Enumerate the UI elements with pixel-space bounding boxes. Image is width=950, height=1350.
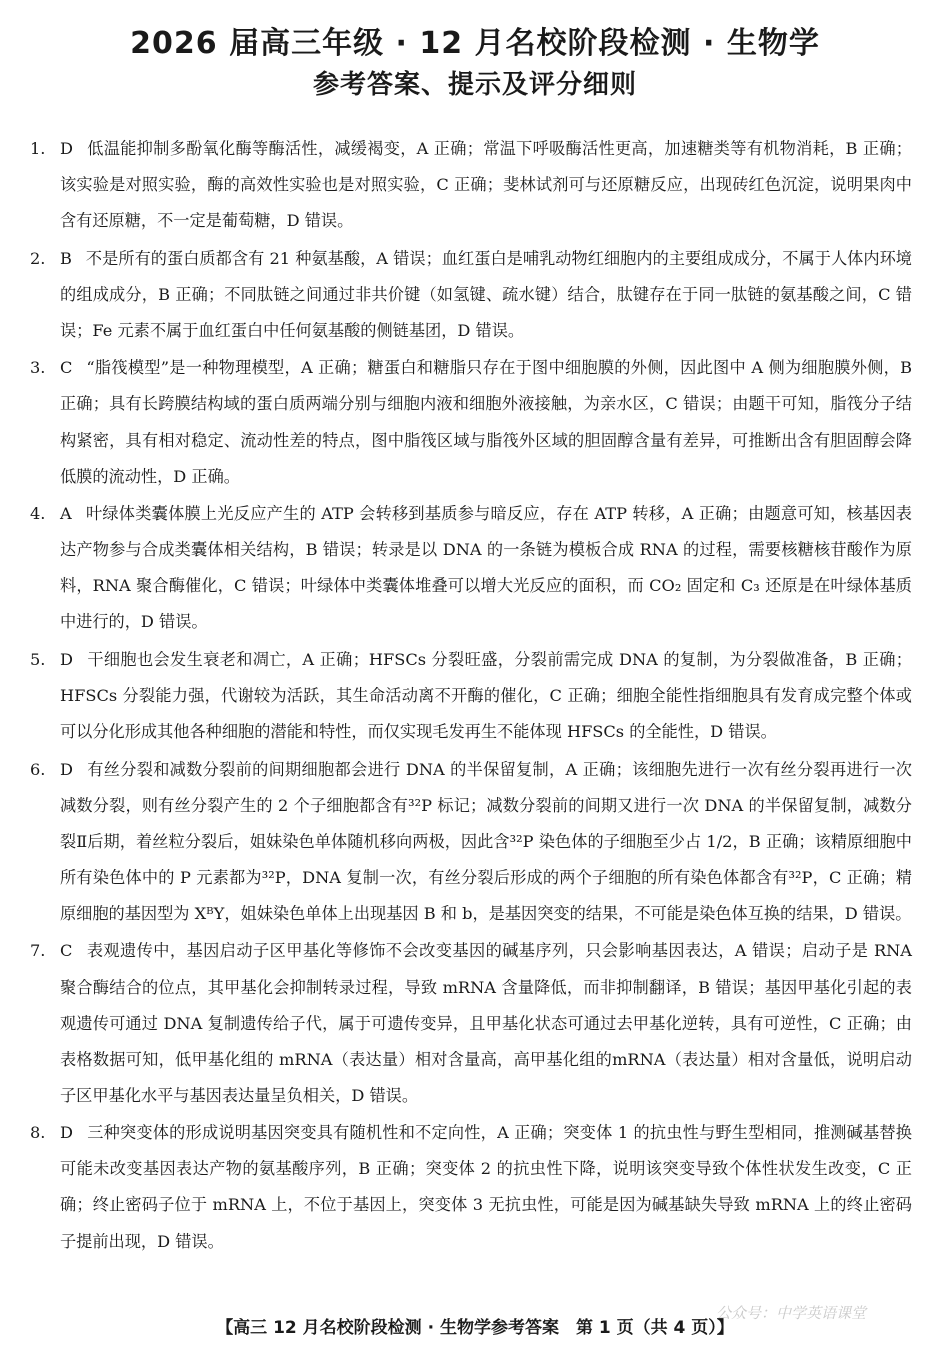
answer-item-7 (30, 933, 912, 1113)
item-answer: A (60, 504, 72, 524)
item-explanation: 叶绿体类囊体膜上光反应产生的 ATP 会转移到基质参与暗反应，存在 ATP 转移，A 正确；由题意可知，核基因表达产物参与合成类囊体相关结构，B 错误；转录是以 DNA 的一条链为模板合成 RNA 的过程，需要核糖核苷酸作为原料，RNA 聚合酶催化，C 错误；叶绿体中类囊体堆叠可以增大光反应的面积，而 CO₂ 固定和 C₃ 还原是在叶绿体基质中进行的，D 错误。 (60, 504, 912, 632)
answer-item-5 (30, 642, 912, 750)
item-explanation: 表观遗传中，基因启动子区甲基化等修饰不会改变基因的碱基序列，只会影响基因表达，A 错误；启动子是 RNA 聚合酶结合的位点，其甲基化会抑制转录过程，导致 mRNA 含量降低，而非抑制翻译，B 错误；基因甲基化引起的表观遗传可通过 DNA 复制遗传给子代，属于可遗传变异，且甲基化状态可通过去甲基化逆转，具有可逆性，C 正确；由表格数据可知，低甲基化组的 mRNA（表达量）相对含量高，高甲基化组的mRNA（表达量）相对含量低，说明启动子区甲基化水平与基因表达量呈负相关，D 错误。 (60, 941, 912, 1105)
item-answer: C (60, 941, 73, 961)
item-number: 6. (30, 759, 46, 779)
item-number: 2. (30, 248, 46, 268)
answer-item-6 (30, 752, 912, 932)
page-title: 2026 届高三年级 · 12 月名校阶段检测 · 生物学 (130, 26, 820, 61)
item-explanation: 不是所有的蛋白质都含有 21 种氨基酸，A 错误；血红蛋白是哺乳动物红细胞内的主要组成成分，不属于人体内环境的组成成分，B 正确；不同肽链之间通过非共价键（如氢键、疏水键）结合，肽键存在于同一肽链的氨基酸之间，C 错误；Fe 元素不属于血红蛋白中任何氨基酸的侧链基团，D 错误。 (60, 248, 912, 340)
item-explanation: “脂筏模型”是一种物理模型，A 正确；糖蛋白和糖脂只存在于图中细胞膜的外侧，因此图中 A 侧为细胞膜外侧，B 正确；具有长跨膜结构域的蛋白质两端分别与细胞内液和细胞外液接触，为亲水区，C 错误；由题干可知，脂筏分子结构紧密，具有相对稳定、流动性差的特点，图中脂筏区域与脂筏外区域的胆固醇含量有差异，可推断出含有胆固醇会降低膜的流动性，D 正确。 (60, 358, 912, 486)
item-explanation: 三种突变体的形成说明基因突变具有随机性和不定向性，A 正确；突变体 1 的抗虫性与野生型相同，推测碱基替换可能未改变基因表达产物的氨基酸序列，B 正确；突变体 2 的抗虫性下降，说明该突变导致个体性状发生改变，C 正确；终止密码子位于 mRNA 上，不位于基因上，突变体 3 无抗虫性，可能是因为碱基缺失导致 mRNA 上的终止密码子提前出现，D 错误。 (60, 1123, 912, 1251)
answer-item-4 (30, 496, 912, 640)
answer-item-2 (30, 241, 912, 349)
item-number: 5. (30, 649, 46, 669)
item-answer: C (60, 358, 73, 378)
item-number: 8. (30, 1123, 46, 1143)
item-answer: D (60, 759, 73, 779)
page-footer: 【高三 12 月名校阶段检测 · 生物学参考答案 第 1 页（共 4 页）】 (216, 1318, 734, 1338)
item-number: 3. (30, 358, 46, 378)
answer-item-1 (30, 131, 912, 239)
item-answer: D (60, 649, 73, 669)
item-number: 7. (30, 941, 46, 961)
item-number: 1. (30, 139, 46, 158)
item-explanation: 干细胞也会发生衰老和凋亡，A 正确；HFSCs 分裂旺盛，分裂前需完成 DNA 的复制，为分裂做准备，B 正确；HFSCs 分裂能力强，代谢较为活跃，其生命活动离不开酶的催化，C 正确；细胞全能性指细胞具有发育成完整个体或可以分化形成其他各种细胞的潜能和特性，而仅实现毛发再生不能体现 HFSCs 的全能性，D 错误。 (60, 649, 912, 742)
item-answer: D (60, 139, 73, 158)
answer-item-3 (30, 350, 912, 494)
answer-item-8 (30, 1115, 912, 1259)
item-number: 4. (30, 504, 46, 524)
answer-list (30, 131, 912, 1261)
item-explanation: 有丝分裂和减数分裂前的间期细胞都会进行 DNA 的半保留复制，A 正确；该细胞先进行一次有丝分裂再进行一次减数分裂，则有丝分裂产生的 2 个子细胞都含有³²P 标记；减数分裂前的间期又进行一次 DNA 的半保留复制，减数分裂Ⅱ后期，着丝粒分裂后，姐妹染色单体随机移向两极，因此含³²P 染色体的子细胞至少占 1/2，B 正确；该精原细胞中所有染色体中的 P 元素都为³²P，DNA 复制一次，有丝分裂后形成的两个子细胞的所有染色体都含有³²P，C 正确；精原细胞的基因型为 XᴮY，姐妹染色单体上出现基因 B 和 b，是基因突变的结果，不可能是染色体互换的结果，D 错误。 (60, 759, 912, 923)
item-answer: D (60, 1123, 73, 1143)
item-answer: B (60, 248, 72, 268)
page-subtitle: 参考答案、提示及评分细则 (312, 70, 637, 100)
item-explanation: 低温能抑制多酚氧化酶等酶活性，减缓褐变，A 正确；常温下呼吸酶活性更高，加速糖类等有机物消耗，B 正确；该实验是对照实验，酶的高效性实验也是对照实验，C 正确；斐林试剂可与还原糖反应，出现砖红色沉淀，说明果肉中含有还原糖，不一定是葡萄糖，D 错误。 (60, 139, 912, 231)
watermark: 公众号：中学英语课堂 (715, 1304, 866, 1322)
